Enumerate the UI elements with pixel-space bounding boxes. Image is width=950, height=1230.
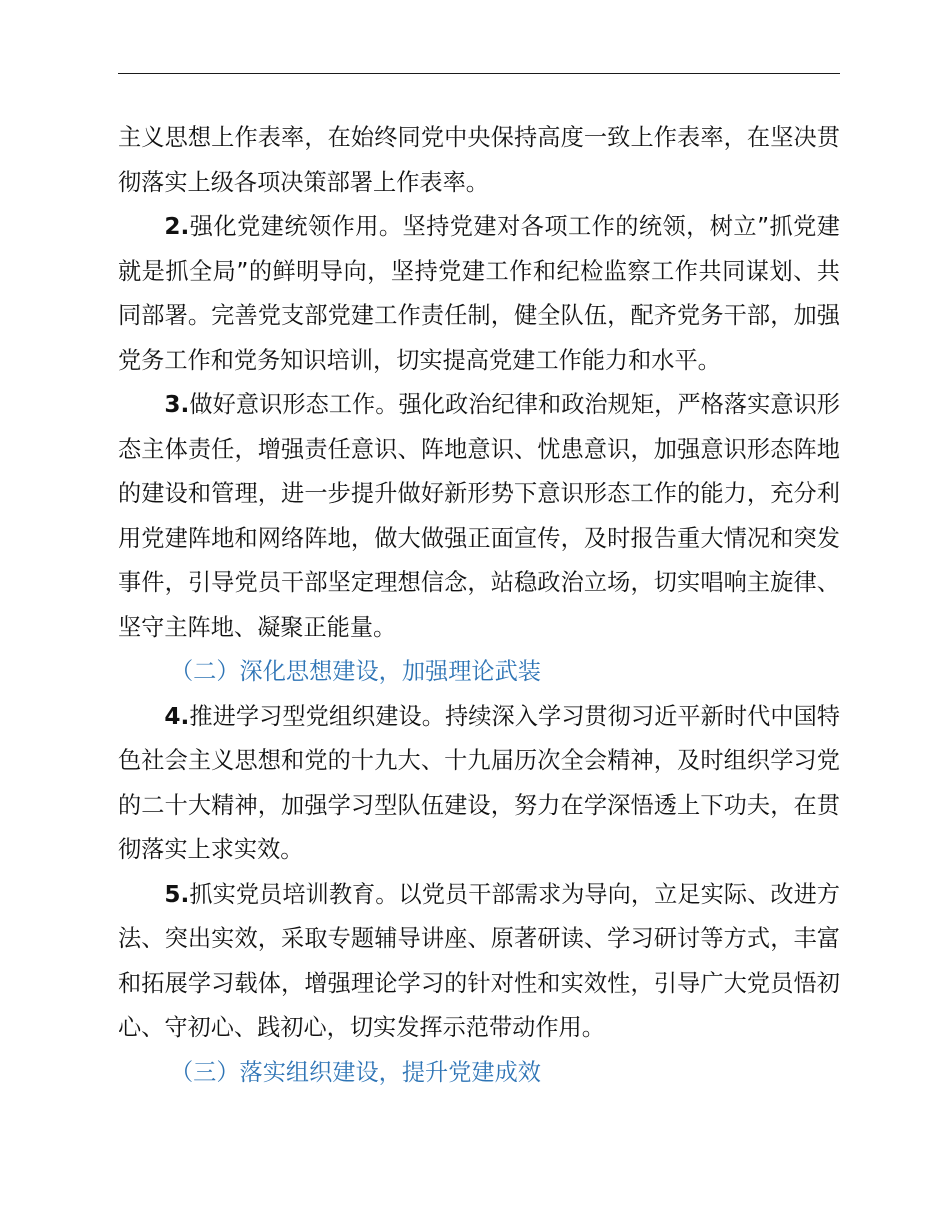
paragraph-text: 推进学习型党组织建设。持续深入学习贯彻习近平新时代中国特色社会主义思想和党的十九大、十九届历次全会精神，及时组织学习党的二十大精神，加强学习型队伍建设，努力在学深悟透上下功夫，在贯彻落实上求实效。	[118, 702, 840, 863]
item-number: 5.	[164, 880, 190, 908]
paragraph-text: 抓实党员培训教育。以党员干部需求为导向，立足实际、改进方法、突出实效，采取专题辅导讲座、原著研读、学习研讨等方式，丰富和拓展学习载体，增强理论学习的针对性和实效性，引导广大党员悟初心、守初心、践初心，切实发挥示范带动作用。	[118, 880, 840, 1041]
paragraph-continuation	[118, 116, 840, 205]
item-number: 3.	[164, 391, 190, 418]
paragraph-text: 强化党建统领作用。坚持党建对各项工作的统领，树立”抓党建就是抓全局”的鲜明导向，坚持党建工作和纪检监察工作共同谋划、共同部署。完善党支部党建工作责任制，健全队伍，配齐党务干部，加强党务工作和党务知识培训，切实提高党建工作能力和水平。	[118, 213, 840, 374]
item-number: 4.	[164, 702, 190, 730]
document-body	[118, 116, 840, 1095]
paragraph-item-4	[118, 695, 840, 873]
header-rule	[118, 73, 840, 74]
paragraph-item-5	[118, 873, 840, 1051]
paragraph-text: 做好意识形态工作。强化政治纪律和政治规矩，严格落实意识形态主体责任，增强责任意识、阵地意识、忧患意识，加强意识形态阵地的建设和管理，进一步提升做好新形势下意识形态工作的能力，充分利用党建阵地和网络阵地，做大做强正面宣传，及时报告重大情况和突发事件，引导党员干部坚定理想信念，站稳政治立场，切实唱响主旋律、坚守主阵地、凝聚正能量。	[118, 391, 840, 641]
section-heading-3: （三）落实组织建设，提升党建成效	[170, 1058, 541, 1086]
item-number: 2.	[164, 213, 190, 240]
paragraph-item-2	[118, 205, 840, 383]
paragraph-text: 主义思想上作表率，在始终同党中央保持高度一致上作表率，在坚决贯彻落实上级各项决策部署上作表率。	[118, 124, 840, 196]
section-heading-2: （二）深化思想建设，加强理论武装	[170, 658, 541, 685]
paragraph-item-3	[118, 383, 840, 650]
